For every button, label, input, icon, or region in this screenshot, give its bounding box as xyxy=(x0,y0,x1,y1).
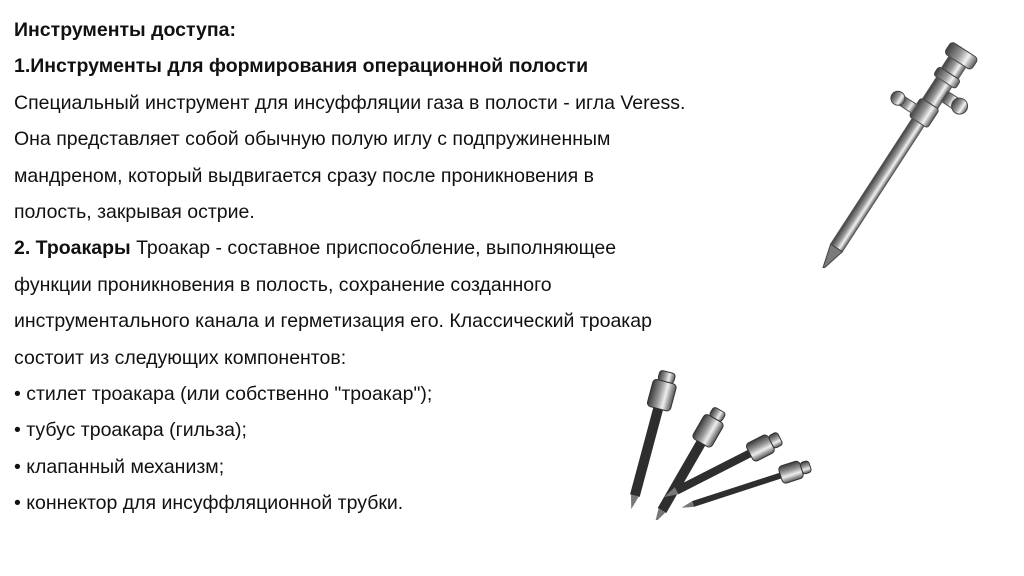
trocars-image xyxy=(570,360,830,520)
bullet-item: • стилет троакара (или собственно "троакар"); xyxy=(14,383,433,406)
veress-line: полость, закрывая острие. xyxy=(14,201,255,224)
veress-line: Специальный инструмент для инсуффляции газа в полости - игла Veress. xyxy=(14,91,686,114)
slide-heading: Инструменты доступа: xyxy=(14,19,236,41)
section2-line: функции проникновения в полость, сохранение созданного xyxy=(14,273,552,296)
bullet-item: • клапанный механизм; xyxy=(14,455,225,478)
veress-line: Она представляет собой обычную полую иглу с подпружиненным xyxy=(14,128,611,151)
veress-line: мандреном, который выдвигается сразу после проникновения в xyxy=(14,164,594,187)
bullet-item: • коннектор для инсуффляционной трубки. xyxy=(14,492,404,515)
bullet-item: • тубус троакара (гильза); xyxy=(14,419,247,442)
section1-title: 1.Инструменты для формирования операционной полости xyxy=(14,55,589,78)
section2-first-line xyxy=(14,230,814,266)
veress-needle-image xyxy=(760,28,1010,268)
section2-line: состоит из следующих компонентов: xyxy=(14,346,347,369)
section2-definition: Троакар - составное приспособление, выполняющее xyxy=(130,237,617,260)
section2-title: 2. Троакары xyxy=(14,237,131,260)
section2-line: инструментального канала и герметизация его. Классический троакар xyxy=(14,310,652,333)
